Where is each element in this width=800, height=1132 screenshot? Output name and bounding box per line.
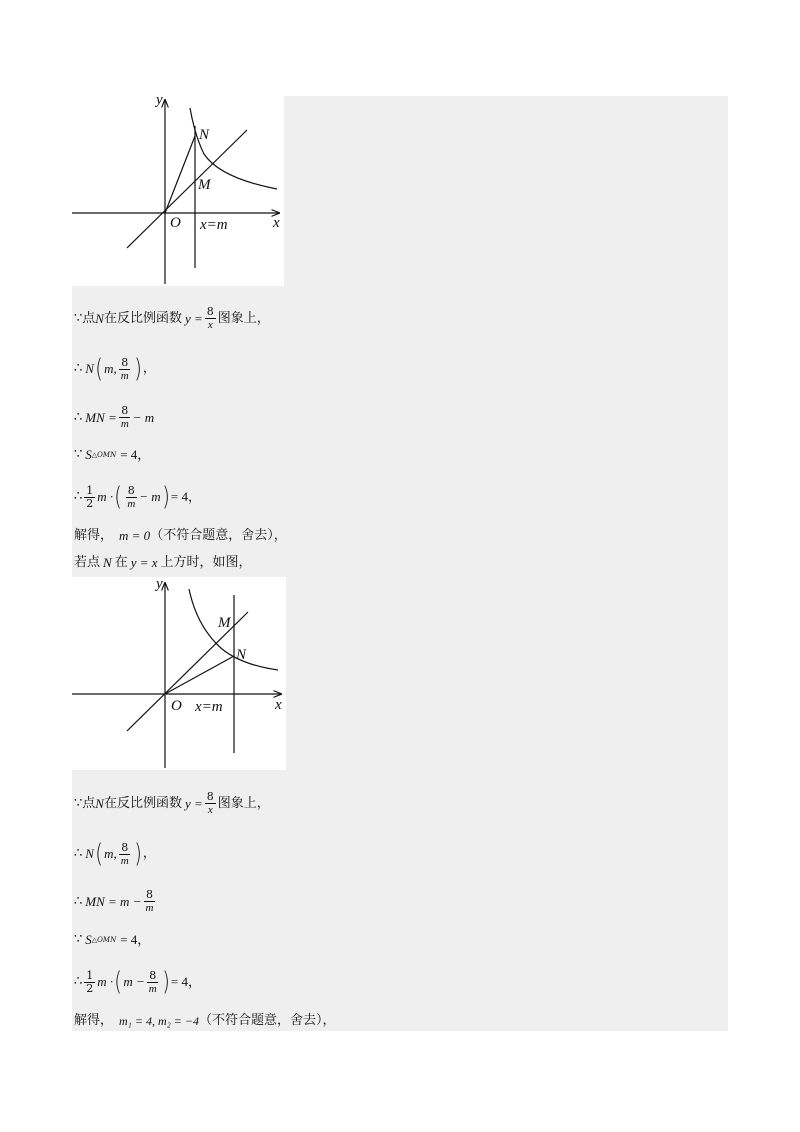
math-eq: y = — [184, 310, 203, 326]
math-N: N — [95, 795, 104, 811]
therefore-symbol: ∴ — [74, 489, 83, 504]
math-inner: − m — [139, 489, 161, 504]
figure-1 — [72, 96, 284, 286]
p1-line-1 — [74, 306, 270, 331]
math-S: S — [85, 932, 92, 947]
math-N: N — [103, 555, 112, 570]
math-N: N — [85, 361, 94, 376]
math-subscript: △OMN — [91, 936, 117, 944]
fraction-half: $\frac{1}{2}$ — [86, 483, 94, 510]
text: 在反比例函数 — [103, 795, 182, 811]
text: 点 — [82, 795, 96, 811]
because-symbol: ∵ — [74, 795, 83, 811]
math-rest: − m — [132, 409, 155, 425]
because-symbol: ∵ — [74, 310, 83, 326]
p1-line-2: ∴ N ( m, $\frac{8}{m}$ ) ， — [74, 354, 156, 384]
label-y: y — [156, 577, 163, 592]
therefore-symbol: ∴ — [74, 846, 83, 861]
text: 图象上， — [217, 310, 270, 326]
figure-1-graph — [72, 96, 284, 286]
p1-line-7 — [74, 554, 252, 572]
label-N: N — [236, 647, 247, 663]
label-O: O — [170, 215, 181, 231]
p2-line-3 — [74, 889, 157, 914]
math-m: m · — [97, 974, 114, 989]
text: ， — [142, 846, 156, 861]
text: 解得， — [74, 1013, 114, 1028]
p1-line-4 — [74, 446, 150, 464]
text: （不符合题意，舍去）， — [198, 1013, 336, 1028]
p2-line-1 — [74, 791, 270, 816]
therefore-symbol: ∴ — [74, 409, 83, 425]
text: 在反比例函数 — [103, 310, 182, 326]
because-symbol: ∵ — [74, 447, 83, 462]
math-N: N — [85, 846, 94, 861]
math-m: m, — [104, 361, 117, 376]
fraction-half: $\frac{1}{2}$ — [86, 968, 94, 995]
math-m: m · — [97, 489, 114, 504]
label-O: O — [171, 698, 182, 714]
math-eq: y = x — [130, 555, 158, 570]
label-x: x — [273, 215, 280, 231]
p1-line-6 — [74, 527, 287, 545]
figure-2-graph — [72, 577, 286, 770]
label-x-equals-m: x=m — [195, 699, 223, 715]
segment-ON — [165, 136, 195, 213]
math-m: m, — [104, 846, 117, 861]
p1-line-5: ∴ $\frac{1}{2}$ m · ( $\frac{8}{m}$ − m ) = 4， — [74, 482, 201, 512]
p1-line-3 — [74, 405, 154, 430]
fraction: $\frac{8}{m}$ — [120, 404, 129, 430]
label-M: M — [198, 177, 211, 193]
text: 解得， — [74, 528, 114, 543]
math-S: S — [85, 447, 92, 462]
math-eq: m₁ = 4, m₂ = −4 — [119, 1014, 199, 1028]
math-rest: = 4， — [120, 932, 151, 947]
label-M: M — [218, 615, 231, 631]
text: 图象上， — [217, 795, 270, 811]
text: 在 — [114, 555, 128, 570]
label-y: y — [156, 96, 163, 108]
label-x: x — [275, 697, 282, 713]
therefore-symbol: ∴ — [74, 893, 83, 909]
math-MN: MN = m − — [85, 893, 142, 909]
math-inner: m − — [123, 974, 145, 989]
p2-line-4 — [74, 931, 150, 949]
line-y-equals-x — [127, 130, 247, 248]
label-N: N — [199, 127, 210, 143]
math-rest: = 4， — [170, 974, 201, 989]
fraction: $\frac{8}{m}$ — [120, 840, 129, 867]
math-N: N — [95, 310, 104, 326]
therefore-symbol: ∴ — [74, 974, 83, 989]
p2-line-2: ∴ N ( m, $\frac{8}{m}$ ) ， — [74, 839, 156, 869]
because-symbol: ∵ — [74, 932, 83, 947]
p2-line-5: ∴ $\frac{1}{2}$ m · ( m − $\frac{8}{m}$ ) = 4， — [74, 967, 201, 997]
math-rest: = 4， — [170, 489, 201, 504]
text: 点 — [82, 310, 96, 326]
fraction: $\frac{8}{x}$ — [206, 305, 214, 331]
fraction: $\frac{8}{m}$ — [145, 888, 154, 914]
fraction: $\frac{8}{x}$ — [206, 790, 214, 816]
fraction: $\frac{8}{m}$ — [127, 483, 136, 510]
math-eq: y = — [184, 795, 203, 811]
segment-ON — [165, 656, 234, 694]
therefore-symbol: ∴ — [74, 361, 83, 376]
figure-2 — [72, 577, 286, 770]
label-x-equals-m: x=m — [200, 217, 228, 233]
text: ， — [142, 361, 156, 376]
p2-line-6 — [74, 1012, 336, 1030]
fraction: $\frac{8}{m}$ — [120, 355, 129, 382]
math-MN: MN = — [85, 409, 117, 425]
text: 上方时，如图， — [160, 555, 252, 570]
math-rest: = 4， — [120, 447, 151, 462]
math-subscript: △OMN — [91, 451, 117, 459]
text: （不符合题意，舍去）， — [150, 528, 287, 543]
text: 若点 — [74, 555, 101, 570]
math-eq: m = 0 — [119, 528, 151, 543]
fraction: $\frac{8}{m}$ — [148, 968, 157, 995]
